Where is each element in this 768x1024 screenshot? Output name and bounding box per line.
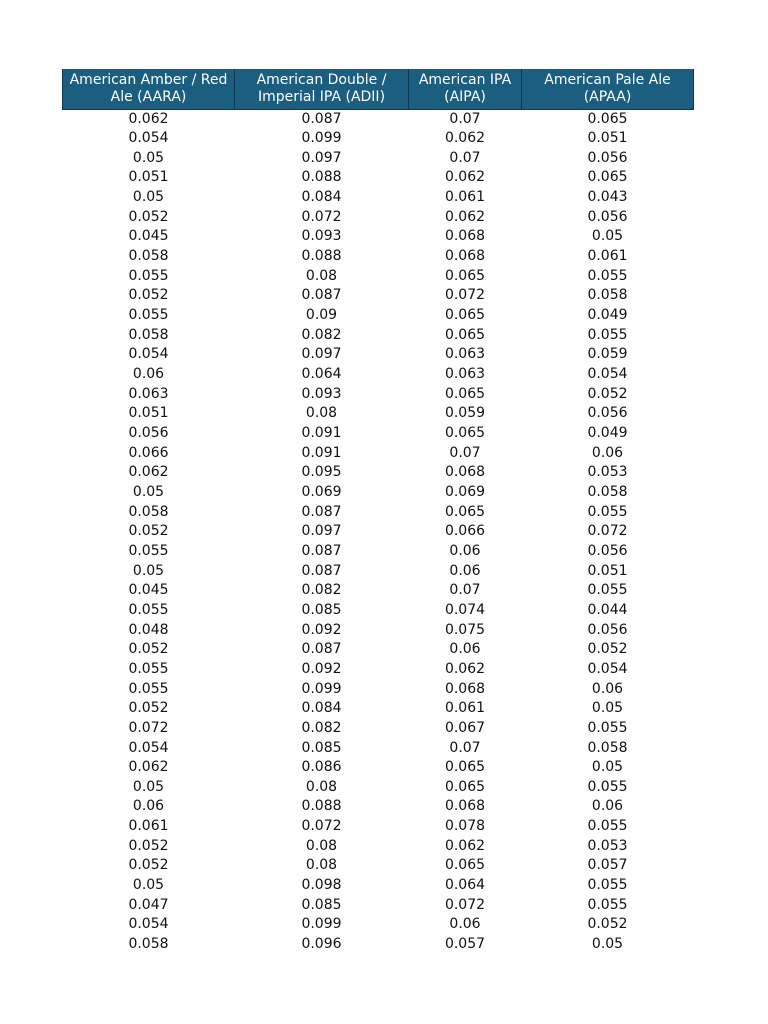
table-cell-aipa[interactable]: 0.072 <box>444 896 486 913</box>
table-cell-aara[interactable]: 0.056 <box>128 425 169 441</box>
table-cell-aara[interactable]: 0.066 <box>128 444 169 461</box>
table-cell-aipa[interactable]: 0.065 <box>444 326 486 343</box>
table-cell-apaa[interactable]: 0.06 <box>591 444 624 461</box>
table-cell-aipa[interactable]: 0.07 <box>449 739 481 756</box>
table-cell-adii[interactable]: 0.097 <box>301 523 342 540</box>
table-cell-apaa[interactable]: 0.052 <box>587 385 628 402</box>
table-row <box>63 660 694 680</box>
table-cell-aipa[interactable]: 0.065 <box>444 307 486 324</box>
table-cell-adii[interactable]: 0.099 <box>301 680 342 697</box>
table-cell-aipa[interactable]: 0.063 <box>444 346 486 363</box>
table-cell-aipa[interactable]: 0.068 <box>444 798 486 815</box>
table-cell-apaa[interactable]: 0.065 <box>587 169 628 186</box>
table-cell-adii[interactable]: 0.08 <box>305 857 338 874</box>
table-cell-aipa[interactable]: 0.07 <box>449 582 481 599</box>
column-header-aipa[interactable]: American IPA (AIPA) <box>409 69 522 109</box>
table-cell-adii[interactable]: 0.093 <box>301 228 342 245</box>
table-cell-adii[interactable]: 0.092 <box>301 660 342 677</box>
table-cell-aipa[interactable]: 0.062 <box>444 130 486 147</box>
table-cell-adii[interactable]: 0.08 <box>305 778 338 795</box>
table-cell-adii[interactable]: 0.091 <box>301 425 342 441</box>
table-cell-apaa[interactable]: 0.054 <box>587 660 628 677</box>
table-cell-apaa[interactable]: 0.054 <box>587 366 628 383</box>
table-cell-aara[interactable]: 0.061 <box>128 818 169 835</box>
table-row <box>63 680 694 700</box>
table-cell-apaa[interactable]: 0.061 <box>587 248 628 265</box>
table-cell-aipa[interactable]: 0.068 <box>444 248 486 265</box>
table-cell-aara[interactable]: 0.052 <box>128 641 169 658</box>
table-cell-apaa[interactable]: 0.055 <box>587 877 628 894</box>
table-cell-aipa[interactable]: 0.062 <box>444 837 486 854</box>
table-cell-aipa[interactable]: 0.072 <box>444 287 486 304</box>
table-row <box>63 915 694 935</box>
table-row <box>63 522 694 542</box>
table-cell-aara[interactable]: 0.062 <box>128 759 169 776</box>
table-row <box>63 267 694 287</box>
table-cell-aipa[interactable]: 0.062 <box>444 660 486 677</box>
table-cell-aipa[interactable]: 0.065 <box>444 857 486 874</box>
table-row <box>63 562 694 582</box>
table-cell-aipa[interactable]: 0.063 <box>444 366 486 383</box>
table-row <box>63 876 694 896</box>
table-header <box>63 69 694 109</box>
column-header-apaa[interactable]: American Pale Ale (APAA) <box>522 69 694 109</box>
table-cell-adii[interactable]: 0.098 <box>301 877 342 894</box>
table-cell-apaa[interactable]: 0.053 <box>587 464 628 481</box>
table-cell-adii[interactable]: 0.069 <box>301 483 342 500</box>
table-cell-apaa[interactable]: 0.049 <box>587 307 628 324</box>
table-cell-aipa[interactable]: 0.078 <box>444 818 486 835</box>
table-cell-aara[interactable]: 0.055 <box>128 601 169 618</box>
table-cell-adii[interactable]: 0.097 <box>301 346 342 363</box>
table-cell-apaa[interactable]: 0.055 <box>587 719 628 736</box>
table-cell-adii[interactable]: 0.087 <box>301 287 342 304</box>
table-cell-aipa[interactable]: 0.065 <box>444 759 486 776</box>
table-cell-aipa[interactable]: 0.068 <box>444 680 486 697</box>
table-cell-aara[interactable]: 0.045 <box>128 582 169 599</box>
table-cell-aipa[interactable]: 0.074 <box>444 601 486 618</box>
table-cell-aara[interactable]: 0.058 <box>128 326 169 343</box>
table-row <box>63 837 694 857</box>
table-cell-aipa[interactable]: 0.06 <box>449 542 481 559</box>
table-cell-apaa[interactable]: 0.055 <box>587 326 628 343</box>
table-cell-aara[interactable]: 0.058 <box>128 936 169 953</box>
table-cell-aara[interactable]: 0.048 <box>128 621 169 638</box>
table-row <box>63 168 694 188</box>
table-cell-aipa[interactable]: 0.059 <box>444 405 486 422</box>
table-cell-aara[interactable]: 0.055 <box>128 307 169 324</box>
table-row <box>63 385 694 405</box>
table-row <box>63 601 694 621</box>
table-cell-aara[interactable]: 0.058 <box>128 248 169 265</box>
table-cell-apaa[interactable]: 0.056 <box>587 405 628 422</box>
table-cell-aipa[interactable]: 0.064 <box>444 877 486 894</box>
table-cell-apaa[interactable]: 0.044 <box>587 601 628 618</box>
table-cell-adii[interactable]: 0.095 <box>301 464 342 481</box>
table-cell-aara[interactable]: 0.055 <box>128 680 169 697</box>
table-cell-aipa[interactable]: 0.07 <box>449 149 481 166</box>
table-cell-aipa[interactable]: 0.066 <box>444 523 486 540</box>
table-row <box>63 621 694 641</box>
spreadsheet-page <box>62 69 693 955</box>
table-cell-aipa[interactable]: 0.075 <box>444 621 486 638</box>
table-row <box>63 424 694 444</box>
table-row <box>63 758 694 778</box>
table-cell-apaa[interactable]: 0.05 <box>591 228 624 245</box>
table-cell-aara[interactable]: 0.05 <box>132 562 165 579</box>
table-cell-adii[interactable]: 0.088 <box>301 248 342 265</box>
table-row <box>63 149 694 169</box>
table-cell-apaa[interactable]: 0.058 <box>587 287 628 304</box>
table-cell-aipa[interactable]: 0.06 <box>449 916 481 933</box>
table-cell-apaa[interactable]: 0.055 <box>587 818 628 835</box>
table-cell-adii[interactable]: 0.085 <box>301 739 342 756</box>
table-row <box>63 896 694 916</box>
table-cell-adii[interactable]: 0.082 <box>301 326 342 343</box>
table-cell-adii[interactable]: 0.072 <box>301 818 342 835</box>
table-cell-aara[interactable]: 0.05 <box>132 778 165 795</box>
table-cell-aara[interactable]: 0.055 <box>128 267 169 284</box>
table-row <box>63 640 694 660</box>
table-cell-adii[interactable]: 0.099 <box>301 130 342 147</box>
table-row <box>63 935 694 955</box>
table-cell-apaa[interactable]: 0.056 <box>587 621 628 638</box>
table-cell-aipa[interactable]: 0.06 <box>449 641 481 658</box>
table-cell-apaa[interactable]: 0.049 <box>587 425 628 441</box>
table-row <box>63 345 694 365</box>
table-cell-aara[interactable]: 0.054 <box>128 130 169 147</box>
table-cell-aara[interactable]: 0.062 <box>128 464 169 481</box>
table-cell-adii[interactable]: 0.09 <box>305 307 338 324</box>
table-cell-aipa[interactable]: 0.065 <box>444 425 486 441</box>
table-cell-adii[interactable]: 0.085 <box>301 896 342 913</box>
table-body <box>63 109 694 955</box>
table-cell-aara[interactable]: 0.052 <box>128 208 169 225</box>
table-row <box>63 699 694 719</box>
table-cell-aipa[interactable]: 0.057 <box>444 936 486 953</box>
table-cell-aipa[interactable]: 0.065 <box>444 503 486 520</box>
table-cell-aipa[interactable]: 0.07 <box>449 110 481 127</box>
table-cell-adii[interactable]: 0.087 <box>301 562 342 579</box>
table-cell-adii[interactable]: 0.097 <box>301 149 342 166</box>
table-row <box>63 856 694 876</box>
table-row <box>63 404 694 424</box>
table-cell-adii[interactable]: 0.087 <box>301 503 342 520</box>
table-cell-aara[interactable]: 0.055 <box>128 660 169 677</box>
table-row <box>63 542 694 562</box>
table-cell-adii[interactable]: 0.099 <box>301 916 342 933</box>
table-cell-adii[interactable]: 0.084 <box>301 700 342 717</box>
table-cell-aipa[interactable]: 0.067 <box>444 719 486 736</box>
table-cell-apaa[interactable]: 0.043 <box>587 189 628 206</box>
table-cell-adii[interactable]: 0.072 <box>301 208 342 225</box>
table-row <box>63 778 694 798</box>
table-cell-apaa[interactable]: 0.052 <box>587 641 628 658</box>
table-cell-adii[interactable]: 0.064 <box>301 366 342 383</box>
table-cell-aara[interactable]: 0.06 <box>132 798 165 815</box>
table-row <box>63 444 694 464</box>
table-row <box>63 797 694 817</box>
table-cell-adii[interactable]: 0.084 <box>301 189 342 206</box>
table-cell-aara[interactable]: 0.054 <box>128 739 169 756</box>
table-cell-aara[interactable]: 0.05 <box>132 877 165 894</box>
table-cell-adii[interactable]: 0.08 <box>305 267 338 284</box>
table-row <box>63 286 694 306</box>
table-cell-adii[interactable]: 0.08 <box>305 405 338 422</box>
table-cell-adii[interactable]: 0.082 <box>301 719 342 736</box>
table-cell-aara[interactable]: 0.052 <box>128 523 169 540</box>
table-row <box>63 739 694 759</box>
table-cell-apaa[interactable]: 0.072 <box>587 523 628 540</box>
table-cell-aipa[interactable]: 0.065 <box>444 778 486 795</box>
table-cell-adii[interactable]: 0.088 <box>301 798 342 815</box>
table-row <box>63 227 694 247</box>
table-cell-adii[interactable]: 0.096 <box>301 936 342 953</box>
table-cell-apaa[interactable]: 0.06 <box>591 798 624 815</box>
table-cell-adii[interactable]: 0.08 <box>305 837 338 854</box>
table-cell-apaa[interactable]: 0.053 <box>587 837 628 854</box>
table-cell-adii[interactable]: 0.082 <box>301 582 342 599</box>
header-row <box>63 69 694 109</box>
table-row <box>63 129 694 149</box>
table-row <box>63 188 694 208</box>
table-cell-aipa[interactable]: 0.061 <box>444 700 486 717</box>
table-cell-adii[interactable]: 0.091 <box>301 444 342 461</box>
table-cell-apaa[interactable]: 0.055 <box>587 778 628 795</box>
table-row <box>63 326 694 346</box>
table-cell-adii[interactable]: 0.092 <box>301 621 342 638</box>
table-cell-apaa[interactable]: 0.06 <box>591 680 624 697</box>
table-row <box>63 463 694 483</box>
table-cell-adii[interactable]: 0.086 <box>301 759 342 776</box>
table-cell-apaa[interactable]: 0.056 <box>587 149 628 166</box>
table-row <box>63 208 694 228</box>
table-cell-adii[interactable]: 0.087 <box>301 110 342 127</box>
table-cell-apaa[interactable]: 0.055 <box>587 896 628 913</box>
table-cell-apaa[interactable]: 0.05 <box>591 700 624 717</box>
table-cell-aara[interactable]: 0.072 <box>128 719 169 736</box>
table-cell-apaa[interactable]: 0.055 <box>587 582 628 599</box>
table-cell-aipa[interactable]: 0.068 <box>444 228 486 245</box>
table-row <box>63 306 694 326</box>
table-cell-aipa[interactable]: 0.061 <box>444 189 486 206</box>
table-cell-aipa[interactable]: 0.07 <box>449 444 481 461</box>
table-row <box>63 719 694 739</box>
table-cell-aara[interactable]: 0.058 <box>128 503 169 520</box>
column-header-adii[interactable]: American Double / Imperial IPA (ADII) <box>235 69 409 109</box>
table-cell-apaa[interactable]: 0.058 <box>587 483 628 500</box>
table-cell-apaa[interactable]: 0.051 <box>587 562 628 579</box>
table-cell-aara[interactable]: 0.055 <box>128 542 169 559</box>
table-cell-apaa[interactable]: 0.057 <box>587 857 628 874</box>
table-row <box>63 365 694 385</box>
table-cell-aara[interactable]: 0.052 <box>128 287 169 304</box>
table-cell-aipa[interactable]: 0.065 <box>444 267 486 284</box>
table-row <box>63 483 694 503</box>
table-cell-aara[interactable]: 0.052 <box>128 700 169 717</box>
column-header-aara[interactable]: American Amber / Red Ale (AARA) <box>63 69 235 109</box>
table-cell-apaa[interactable]: 0.056 <box>587 208 628 225</box>
table-cell-apaa[interactable]: 0.065 <box>587 110 628 127</box>
table-cell-aipa[interactable]: 0.062 <box>444 169 486 186</box>
table-cell-adii[interactable]: 0.088 <box>301 169 342 186</box>
abv-data-table <box>62 69 694 955</box>
table-cell-aara[interactable]: 0.054 <box>128 916 169 933</box>
table-cell-apaa[interactable]: 0.058 <box>587 739 628 756</box>
table-cell-aara[interactable]: 0.063 <box>128 385 169 402</box>
table-cell-apaa[interactable]: 0.059 <box>587 346 628 363</box>
table-cell-apaa[interactable]: 0.056 <box>587 542 628 559</box>
table-cell-aara[interactable]: 0.051 <box>128 405 169 422</box>
table-row <box>63 817 694 837</box>
table-cell-aipa[interactable]: 0.068 <box>444 464 486 481</box>
table-cell-aara[interactable]: 0.05 <box>132 189 165 206</box>
table-cell-apaa[interactable]: 0.052 <box>587 916 628 933</box>
table-cell-aara[interactable]: 0.05 <box>132 483 165 500</box>
table-cell-apaa[interactable]: 0.051 <box>587 130 628 147</box>
table-cell-aara[interactable]: 0.052 <box>128 857 169 874</box>
table-cell-aara[interactable]: 0.05 <box>132 149 165 166</box>
table-row <box>63 503 694 523</box>
table-row <box>63 247 694 267</box>
table-cell-aipa[interactable]: 0.065 <box>444 385 486 402</box>
table-cell-adii[interactable]: 0.087 <box>301 641 342 658</box>
table-cell-aara[interactable]: 0.054 <box>128 346 169 363</box>
table-cell-aara[interactable]: 0.045 <box>128 228 169 245</box>
table-cell-adii[interactable]: 0.093 <box>301 385 342 402</box>
table-cell-adii[interactable]: 0.085 <box>301 601 342 618</box>
table-cell-adii[interactable]: 0.087 <box>301 542 342 559</box>
table-cell-apaa[interactable]: 0.055 <box>587 267 628 284</box>
table-cell-aara[interactable]: 0.06 <box>132 366 165 383</box>
table-cell-aara[interactable]: 0.051 <box>128 169 169 186</box>
table-cell-apaa[interactable]: 0.05 <box>591 759 624 776</box>
table-row <box>63 581 694 601</box>
table-cell-aara[interactable]: 0.047 <box>128 896 169 913</box>
table-cell-aara[interactable]: 0.052 <box>128 837 169 854</box>
table-cell-aipa[interactable]: 0.062 <box>444 208 486 225</box>
table-cell-apaa[interactable]: 0.05 <box>591 936 624 953</box>
table-cell-aara[interactable]: 0.062 <box>128 110 169 127</box>
table-row <box>63 109 694 129</box>
table-cell-apaa[interactable]: 0.055 <box>587 503 628 520</box>
table-cell-aipa[interactable]: 0.06 <box>449 562 481 579</box>
table-cell-aipa[interactable]: 0.069 <box>444 483 486 500</box>
